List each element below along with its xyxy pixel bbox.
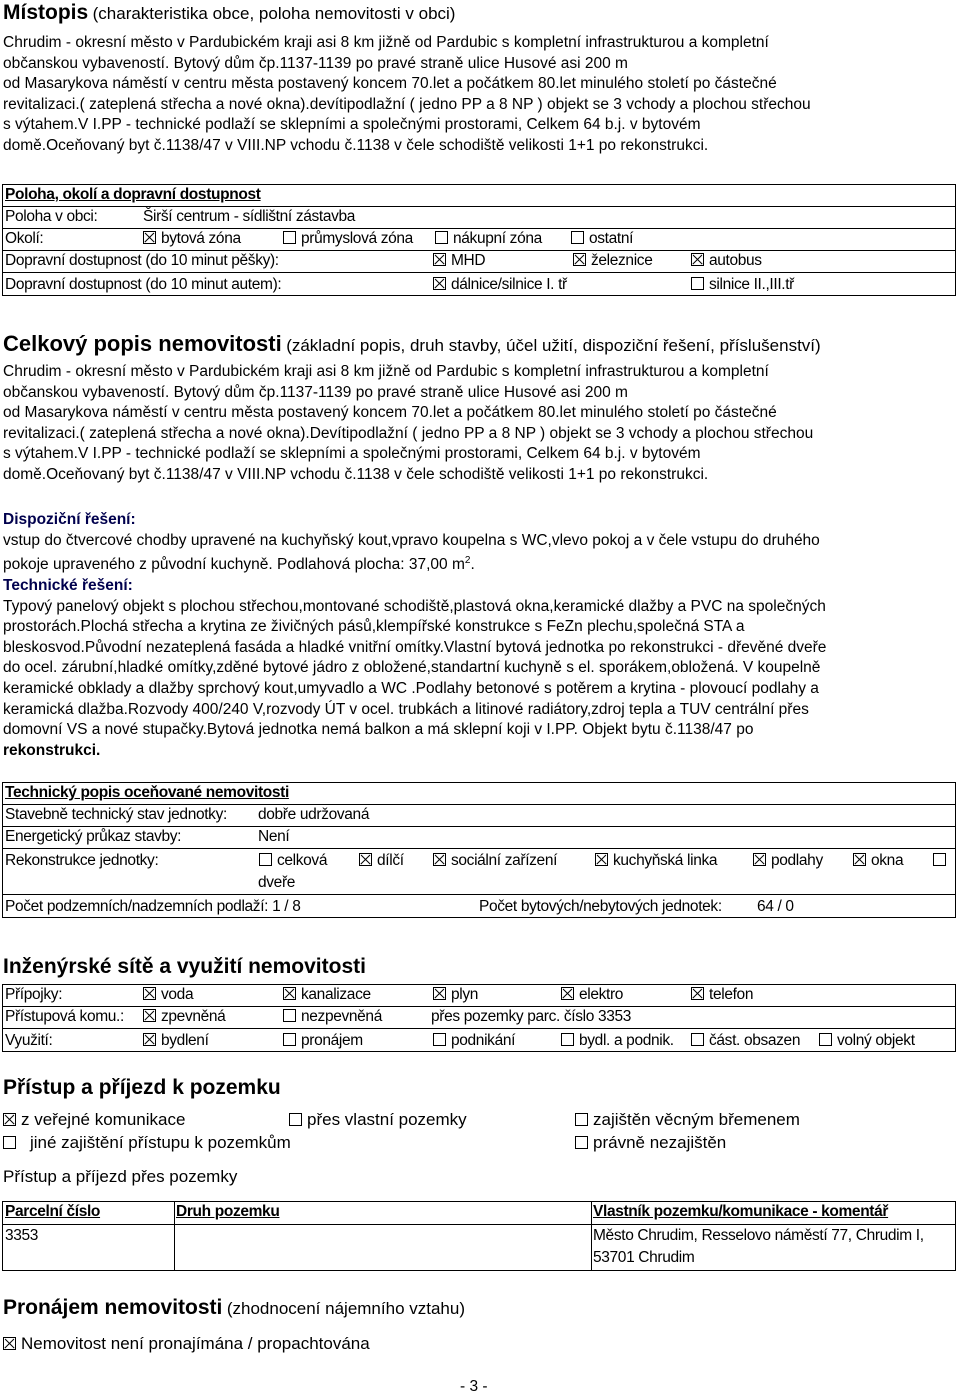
okoli-option[interactable]: nákupní zóna xyxy=(435,229,542,249)
table-cell: 53701 Chrudim xyxy=(593,1249,695,1266)
checkbox-checked-icon xyxy=(433,987,446,1000)
site-title: Inženýrské sítě a využití nemovitosti xyxy=(3,955,366,978)
pronajem-option[interactable]: Nemovitost není pronajímána / propachtována xyxy=(3,1334,370,1354)
checkbox-empty-icon xyxy=(571,231,584,244)
checkbox-empty-icon xyxy=(819,1033,832,1046)
checkbox-empty-icon xyxy=(561,1033,574,1046)
checkbox-empty-icon xyxy=(433,1033,446,1046)
okoli-label: Okolí: xyxy=(5,230,44,247)
table-header: Vlastník pozemku/komunikace - komentář xyxy=(593,1203,889,1220)
table-cell: 3353 xyxy=(5,1227,39,1244)
text-line: do ocel. zárubní,hladké omítky,zděné bytové jádro z obložené,standartní kuchyně s el. sporákem,obložená. V koupelně xyxy=(3,659,821,677)
poloha-row xyxy=(2,206,956,228)
checkbox-empty-icon xyxy=(283,231,296,244)
pronajem-subtitle: (zhodnocení nájemního vztahu) xyxy=(226,1299,465,1318)
text-line: domě.Oceňovaný byt č.1138/47 v VIII.NP vchodu č.1138 v čele schodiště velikosti 1+1 po rekonstrukci. xyxy=(3,465,709,483)
poloha-value: Širší centrum - sídlištní zástavba xyxy=(143,208,356,225)
rekon-option[interactable]: celková xyxy=(259,851,327,871)
vyuziti-option[interactable]: podnikání xyxy=(433,1031,515,1051)
checkbox-checked-icon xyxy=(433,853,446,866)
poloha-header-row xyxy=(2,184,956,206)
checkbox-checked-icon xyxy=(573,253,586,266)
pesky-option[interactable]: železnice xyxy=(573,251,652,271)
poloha-label: Poloha v obci: xyxy=(5,208,98,225)
vyuziti-option[interactable]: volný objekt xyxy=(819,1031,915,1051)
checkbox-checked-icon xyxy=(3,1113,16,1126)
checkbox-empty-icon xyxy=(283,1033,296,1046)
table-header: Druh pozemku xyxy=(176,1203,280,1220)
pesky-row xyxy=(2,250,956,272)
checkbox-empty-icon xyxy=(933,853,946,866)
autem-option[interactable]: silnice II.,III.tř xyxy=(691,275,794,295)
okoli-row xyxy=(2,228,956,250)
stav-value: dobře udržovaná xyxy=(258,806,370,823)
text-line: Chrudim - okresní město v Pardubickém kraji asi 8 km jižně od Pardubic s kompletní infrastrukturou a kompletní xyxy=(3,34,769,51)
jednotky-label: Počet bytových/nebytových jednotek: xyxy=(479,898,722,915)
pripojky-label: Přípojky: xyxy=(5,986,63,1003)
poloha-header: Poloha, okolí a dopravní dostupnost xyxy=(5,186,261,203)
pronajem-title: Pronájem nemovitosti xyxy=(3,1296,223,1319)
okoli-option[interactable]: bytová zóna xyxy=(143,229,241,249)
text-line: keramická dlažba.Rozvody 400/240 V,rozvody ÚT v ocel. trubkách a litinové radiátory,zdroj tepla a TUV centrální přes xyxy=(3,700,809,718)
table-header: Parcelní číslo xyxy=(5,1203,101,1220)
celkovy-subtitle: (základní popis, druh stavby, účel užití, dispoziční řešení, příslušenství) xyxy=(286,336,821,355)
pristupova-label: Přístupová komu.: xyxy=(5,1008,124,1025)
vyuziti-option[interactable]: bydl. a podnik. xyxy=(561,1031,674,1051)
prijezd-label: Přístup a příjezd přes pozemky xyxy=(3,1167,238,1186)
checkbox-checked-icon xyxy=(595,853,608,866)
pristup-options xyxy=(3,1110,957,1156)
pripojky-row xyxy=(2,984,956,1006)
text-line: bleskosvod.Původní nezateplená fasáda a hladké vnitřní omítky.Vlastní bytová jednotka po rekonstrukci - dřevěné dveře xyxy=(3,638,827,656)
pripojky-option[interactable]: plyn xyxy=(433,985,478,1005)
pozemky-table xyxy=(2,1201,956,1271)
pristupova-option[interactable]: zpevněná xyxy=(143,1007,225,1027)
vyuziti-row xyxy=(2,1028,956,1052)
prukaz-row xyxy=(2,826,956,848)
checkbox-checked-icon xyxy=(853,853,866,866)
podlazi-row xyxy=(2,894,956,918)
rekon-row xyxy=(2,848,956,894)
checkbox-checked-icon xyxy=(143,1009,156,1022)
checkbox-checked-icon xyxy=(691,253,704,266)
checkbox-checked-icon xyxy=(283,987,296,1000)
celkovy-text xyxy=(3,362,957,486)
vyuziti-option[interactable]: pronájem xyxy=(283,1031,363,1051)
autem-row xyxy=(2,272,956,296)
text-line: domě.Oceňovaný byt č.1138/47 v VIII.NP vchodu č.1138 v čele schodiště velikosti 1+1 po rekonstrukci. xyxy=(3,136,709,154)
checkbox-empty-icon xyxy=(575,1136,588,1149)
text-line: občanskou vybaveností. Bytový dům čp.1137-1139 po pravé straně ulice Husové asi 200 m xyxy=(3,54,628,72)
okoli-option[interactable]: průmyslová zóna xyxy=(283,229,413,249)
autem-label: Dopravní dostupnost (do 10 minut autem): xyxy=(5,276,282,293)
text-line: s výtahem.V I.PP - technické podlaží se sklepními a společnými prostorami, Celkem 64 b.j. v bytovém xyxy=(3,116,701,134)
mistopis-title: Místopis xyxy=(3,1,89,24)
text-line: revitalizaci.( zateplená střecha a nové okna).Devítipodlažní ( jedno PP a 8 NP ) objekt se 3 vchody a plochou střechou xyxy=(3,424,814,442)
pripojky-option[interactable]: voda xyxy=(143,985,193,1005)
mistopis-subtitle: (charakteristika obce, poloha nemovitosti v obci) xyxy=(92,4,456,23)
pristup-option[interactable]: přes vlastní pozemky xyxy=(289,1110,467,1130)
checkbox-checked-icon xyxy=(143,987,156,1000)
stav-row xyxy=(2,804,956,826)
checkbox-empty-icon xyxy=(691,277,704,290)
text-line: domovní VS a nové stupačky.Bytová jednotka nemá balkon a má sklepní koji v I.PP. Objekt bytu č.1138/47 po xyxy=(3,721,754,739)
vyuziti-option[interactable]: část. obsazen xyxy=(691,1031,800,1051)
checkbox-empty-icon xyxy=(435,231,448,244)
celkovy-heading xyxy=(3,331,821,357)
prukaz-label: Energetický průkaz stavby: xyxy=(5,828,182,845)
checkbox-checked-icon xyxy=(143,231,156,244)
technicke-title: Technické řešení: xyxy=(3,576,133,594)
prukaz-value: Není xyxy=(258,828,290,845)
text-line: občanskou vybaveností. Bytový dům čp.1137-1139 po pravé straně ulice Husové asi 200 m xyxy=(3,383,628,401)
pristupova-option[interactable]: nezpevněná xyxy=(283,1007,382,1027)
rekon-option[interactable] xyxy=(933,851,951,871)
technicky-header-row xyxy=(2,782,956,804)
celkovy-title: Celkový popis nemovitosti xyxy=(3,331,282,356)
pesky-option[interactable]: autobus xyxy=(691,251,762,271)
rekon-option[interactable]: podlahy xyxy=(753,851,823,871)
text-line: keramické obklady a dlažby sprchový kout,umyvadlo a WC .Podlahy betonové s potěrem a krytina - plovoucí podlahy a xyxy=(3,679,819,697)
checkbox-checked-icon xyxy=(143,1033,156,1046)
text-line: s výtahem.V I.PP - technické podlaží se sklepními a společnými prostorami, Celkem 64 b.j. v bytovém xyxy=(3,445,701,463)
vyuziti-option[interactable]: bydlení xyxy=(143,1031,209,1051)
pronajem-heading xyxy=(3,1296,465,1320)
checkbox-checked-icon xyxy=(433,277,446,290)
pesky-option[interactable]: MHD xyxy=(433,251,485,271)
dispozicni-section xyxy=(3,510,957,761)
checkbox-checked-icon xyxy=(433,253,446,266)
checkbox-checked-icon xyxy=(691,987,704,1000)
text-line: prostorách.Plochá střecha a krytina ze živičných pásů,klempířské konstrukce s FeZn plechu,společná STA a xyxy=(3,618,745,636)
text-line: revitalizaci.( zateplená střecha a nové okna).devítipodlažní ( jedno PP a 8 NP ) objekt se 3 vchody a plochou střechou xyxy=(3,95,811,113)
text-line: rekonstrukci. xyxy=(3,741,101,759)
pristup-option[interactable]: z veřejné komunikace xyxy=(3,1110,185,1130)
checkbox-empty-icon xyxy=(289,1113,302,1126)
pristup-option[interactable]: právně nezajištěn xyxy=(575,1133,726,1153)
pesky-label: Dopravní dostupnost (do 10 minut pěšky): xyxy=(5,252,279,269)
rekon-option[interactable]: sociální zařízení xyxy=(433,851,557,871)
rekon-label: Rekonstrukce jednotky: xyxy=(5,852,159,869)
checkbox-checked-icon xyxy=(3,1337,16,1350)
page-number: - 3 - xyxy=(460,1378,488,1395)
technicky-header: Technický popis oceňované nemovitosti xyxy=(5,784,289,801)
pripojky-option[interactable]: kanalizace xyxy=(283,985,371,1005)
checkbox-empty-icon xyxy=(259,853,272,866)
rekon-option[interactable]: kuchyňská linka xyxy=(595,851,717,871)
rekon-wrap: dveře xyxy=(258,874,296,891)
jednotky-value: 64 / 0 xyxy=(757,898,794,915)
checkbox-empty-icon xyxy=(575,1113,588,1126)
pripojky-option[interactable]: elektro xyxy=(561,985,623,1005)
text-line: Typový panelový objekt s plochou střechou,montované schodiště,plastová okna,keramické dlažby a PVC na společných xyxy=(3,597,826,615)
text-line: pokoje upraveného z původní kuchyně. Podlahová plocha: 37,00 $m^2$. xyxy=(3,555,475,574)
checkbox-empty-icon xyxy=(283,1009,296,1022)
checkbox-empty-icon xyxy=(3,1136,16,1149)
pristup-option[interactable]: zajištěn věcným břemenem xyxy=(575,1110,800,1130)
stav-label: Stavebně technický stav jednotky: xyxy=(5,806,227,823)
pristupova-row xyxy=(2,1006,956,1028)
dispozicni-title: Dispoziční řešení: xyxy=(3,511,136,528)
text-line: od Masarykova náměstí v centru města postavený koncem 70.let a počátkem 80.let minulého století po částečné xyxy=(3,75,777,93)
pristup-title: Přístup a příjezd k pozemku xyxy=(3,1076,281,1099)
okoli-option[interactable]: ostatní xyxy=(571,229,633,249)
table-cell: Město Chrudim, Resselovo náměstí 77, Chrudim I, xyxy=(593,1227,924,1244)
checkbox-empty-icon xyxy=(691,1033,704,1046)
pristup-option[interactable]: jiné zajištění přístupu k pozemkům xyxy=(3,1133,291,1153)
checkbox-checked-icon xyxy=(359,853,372,866)
pripojky-option[interactable]: telefon xyxy=(691,985,753,1005)
text-line: vstup do čtvercové chodby upravené na kuchyňský kout,vpravo koupelna s WC,vlevo pokoj a v čele vstupu do druhého xyxy=(3,531,820,549)
text-line: od Masarykova náměstí v centru města postavený koncem 70.let a počátkem 80.let minulého století po částečné xyxy=(3,404,777,422)
mistopis-heading xyxy=(3,1,455,25)
pristupova-note: přes pozemky parc. číslo 3353 xyxy=(431,1008,632,1025)
autem-option[interactable]: dálnice/silnice I. tř xyxy=(433,275,567,295)
text-line: Chrudim - okresní město v Pardubickém kraji asi 8 km jižně od Pardubic s kompletní infrastrukturou a kompletní xyxy=(3,363,769,380)
rekon-option[interactable]: okna xyxy=(853,851,903,871)
checkbox-checked-icon xyxy=(753,853,766,866)
podlazi-label: Počet podzemních/nadzemních podlaží: 1 / 8 xyxy=(5,898,301,915)
rekon-option[interactable]: dílčí xyxy=(359,851,404,871)
vyuziti-label: Využití: xyxy=(5,1032,53,1049)
mistopis-text xyxy=(3,33,957,157)
checkbox-checked-icon xyxy=(561,987,574,1000)
